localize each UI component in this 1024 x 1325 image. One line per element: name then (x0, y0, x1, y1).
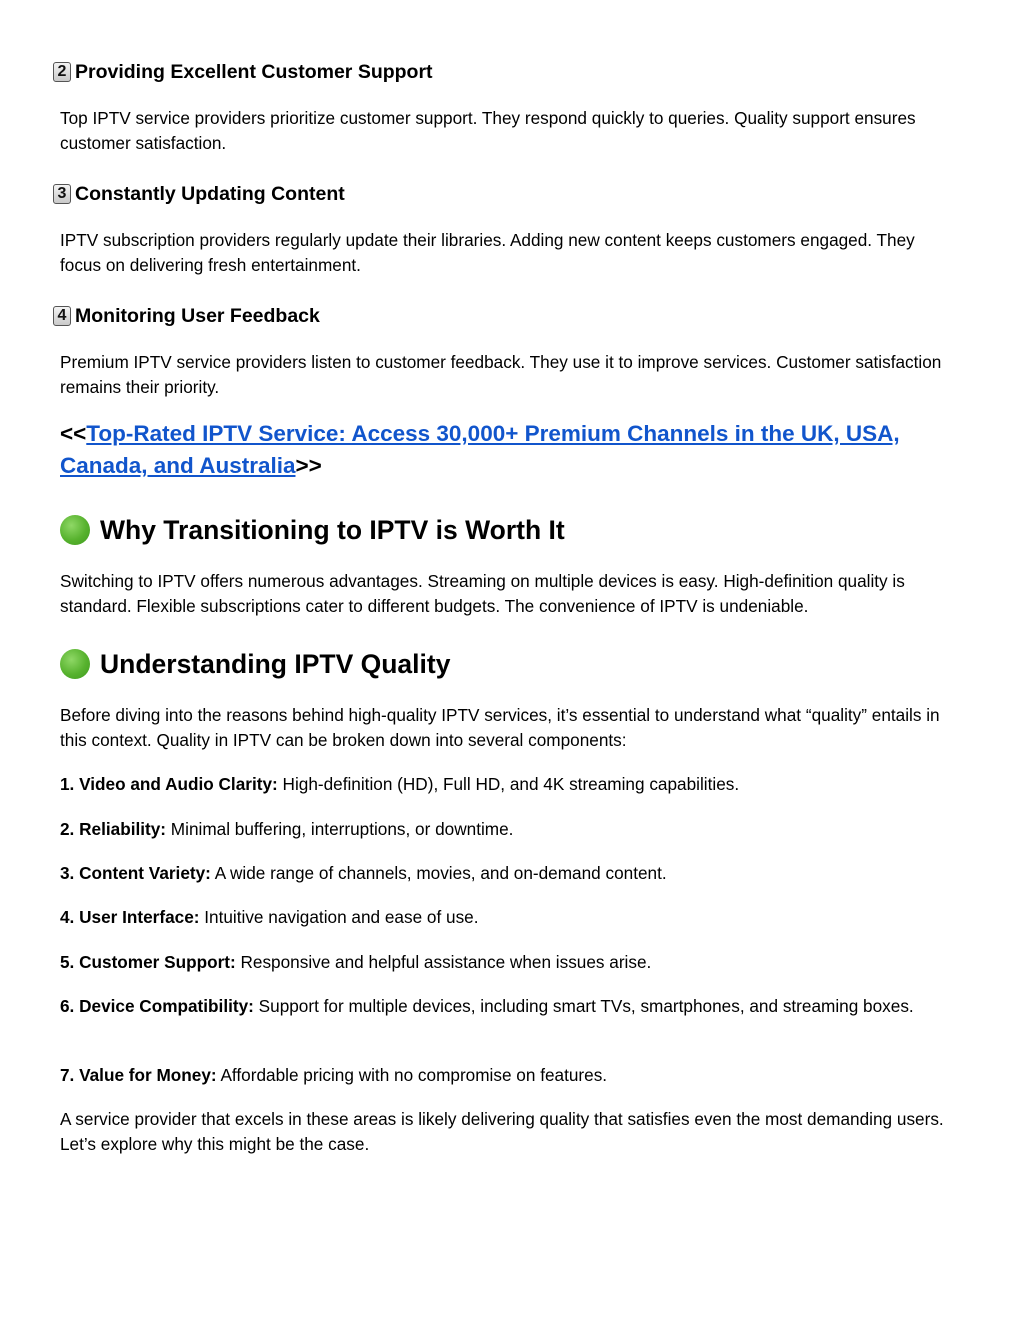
heading-why-transitioning (60, 514, 565, 546)
list-item-text: Support for multiple devices, including smart TVs, smartphones, and streaming boxes. (253, 996, 914, 1016)
heading-text: Understanding IPTV Quality (100, 649, 451, 679)
list-item-label: 3. Content Variety: (60, 863, 211, 883)
list-item (60, 950, 960, 975)
list-item-text: Responsive and helpful assistance when issues arise. (235, 952, 652, 972)
why-paragraph: Switching to IPTV offers numerous advantages. Streaming on multiple devices is easy. High-definition quality is standard. Flexible subscriptions cater to different budgets. The convenience of IPTV is undeniable. (60, 571, 905, 616)
list-item-text: Affordable pricing with no compromise on features. (216, 1065, 608, 1085)
quality-conclusion: A service provider that excels in these areas is likely delivering quality that satisfies even the most demanding users. Let’s explore why this might be the case. (60, 1109, 944, 1154)
list-item-label: 4. User Interface: (60, 907, 200, 927)
list-item (60, 994, 960, 1019)
list-item-label: 1. Video and Audio Clarity: (60, 774, 278, 794)
section-heading-updating-content (53, 182, 345, 206)
list-item (60, 772, 960, 797)
promo-prefix: << (60, 421, 87, 446)
heading-understanding-quality (60, 648, 450, 680)
list-item-text: A wide range of channels, movies, and on-demand content. (210, 863, 667, 883)
heading-text: Why Transitioning to IPTV is Worth It (100, 515, 565, 545)
green-circle-icon (60, 515, 90, 545)
list-item (60, 1063, 960, 1088)
section-title: Monitoring User Feedback (75, 305, 320, 327)
quality-intro: Before diving into the reasons behind high-quality IPTV services, it’s essential to understand what “quality” entails in this context. Quality in IPTV can be broken down into several components: (60, 705, 940, 750)
list-item-label: 5. Customer Support: (60, 952, 236, 972)
section-paragraph: Top IPTV service providers prioritize customer support. They respond quickly to queries. Quality support ensures customer satisfaction. (60, 108, 916, 153)
promo-suffix: >> (295, 453, 322, 478)
section-heading-customer-support (53, 60, 433, 84)
list-item (60, 905, 960, 930)
keycap-number-icon: 2 (53, 62, 71, 82)
list-item (60, 861, 960, 886)
keycap-number-icon: 4 (53, 306, 71, 326)
section-title: Constantly Updating Content (75, 183, 345, 205)
list-item-text: Minimal buffering, interruptions, or downtime. (166, 819, 514, 839)
list-item (60, 817, 960, 842)
list-item-label: 2. Reliability: (60, 819, 167, 839)
section-heading-user-feedback (53, 304, 320, 328)
list-item-text: High-definition (HD), Full HD, and 4K streaming capabilities. (277, 774, 740, 794)
green-circle-icon (60, 649, 90, 679)
list-item-label: 7. Value for Money: (60, 1065, 217, 1085)
section-title: Providing Excellent Customer Support (75, 61, 433, 83)
keycap-number-icon: 3 (53, 184, 71, 204)
list-item-label: 6. Device Compatibility: (60, 996, 254, 1016)
promo-link-line (60, 418, 960, 482)
list-item-text: Intuitive navigation and ease of use. (199, 907, 479, 927)
section-paragraph: Premium IPTV service providers listen to customer feedback. They use it to improve services. Customer satisfaction remains their priority. (60, 352, 942, 397)
promo-link[interactable]: Top-Rated IPTV Service: Access 30,000+ Premium Channels in the UK, USA, Canada, and Australia (60, 421, 900, 478)
section-paragraph: IPTV subscription providers regularly update their libraries. Adding new content keeps customers engaged. They focus on delivering fresh entertainment. (60, 230, 915, 275)
